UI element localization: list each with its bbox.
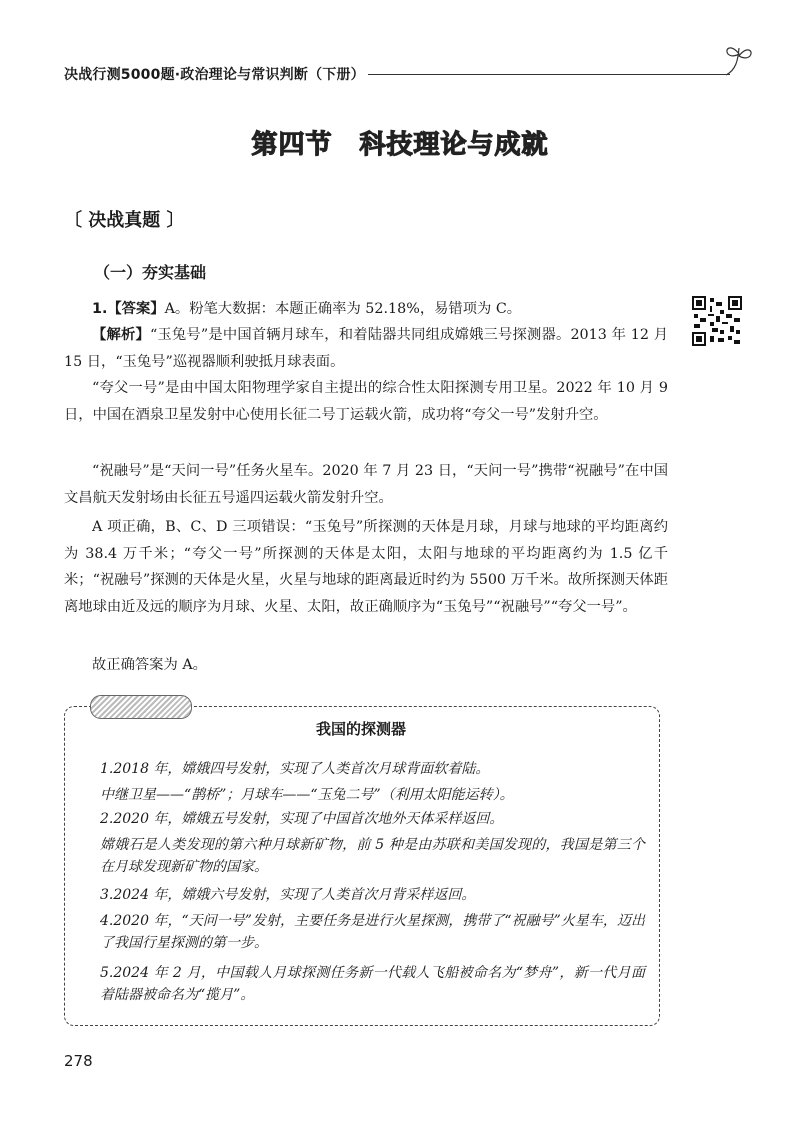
box-line-4: 嫦娥石是人类发现的第六种月球新矿物，前 5 种是由苏联和美国发现的，我国是第三个在月球发现新矿物的国家。 [100,837,645,875]
box-line-7: 5.2024 年 2 月，中国载人月球探测任务新一代载人飞船被命名为“梦舟”，新一代月面着陆器被命名为“揽月”。 [100,965,645,1003]
analysis-paragraph-2: “夸父一号”是由中国太阳物理学家自主提出的综合性太阳探测专用卫星。2022 年 10 月 9 日，中国在酒泉卫星发射中心使用长征二号丁运载火箭，成功将“夸父一号”发射升空。 [64,380,668,423]
part-heading: （一）夯实基础 [94,263,207,282]
answer-label: 1.【答案】 [92,301,165,317]
box-line-2: 中继卫星——“鹊桥”；月球车——“玉兔二号”（利用太阳能运转）。 [100,787,514,803]
analysis-paragraph-3: “祝融号”是“天问一号”任务火星车。2020 年 7 月 23 日，“天问一号”携带“祝融号”在中国文昌航天发射场由长征五号遥四运载火箭发射升空。 [64,463,668,506]
box-line-6: 4.2020 年，“天问一号”发射，主要任务是进行火星探测，携带了“祝融号”火星车，迈出了我国行星探测的第一步。 [100,913,645,951]
analysis-paragraph-4: A 项正确，B、C、D 三项错误：“玉兔号”所探测的天体是月球，月球与地球的平均距离约为 38.4 万千米；“夸父一号”所探测的天体是太阳，太阳与地球的平均距离约为 1.5 亿千米；“祝融号”探测的天体是火星，火星与地球的距离最近时约为 5500 万千米。故所探测天体距离地球由近及远的顺序为月球、火星、太阳，故正确顺序为“玉兔号”“祝融号”“夸父一号”。 [64,519,668,615]
analysis-label: 【解析】 [92,327,150,343]
box-line-3: 2.2020 年，嫦娥五号发射，实现了中国首次地外天体采样返回。 [100,811,504,827]
analysis-conclusion: 故正确答案为 A。 [92,657,207,673]
page-number: 278 [64,1052,93,1070]
analysis-paragraph-1: 【解析】“玉兔号”是中国首辆月球车，和着陆器共同组成嫦娥三号探测器。2013 年 12 月 15 日，“玉兔号”巡视器顺利驶抵月球表面。 [64,327,669,370]
knowledge-tab-badge [90,695,192,719]
leaf-icon [722,42,756,78]
section-title: 第四节 科技理论与成就 [251,130,549,160]
box-line-5: 3.2024 年，嫦娥六号发射，实现了人类首次月背采样返回。 [100,887,476,903]
box-line-1: 1.2018 年，嫦娥四号发射，实现了人类首次月球背面软着陆。 [100,761,490,777]
knowledge-box-title: 我国的探测器 [315,720,406,738]
answer-text: A。粉笔大数据：本题正确率为 52.18%，易错项为 C。 [164,301,522,317]
header-rule [368,74,730,75]
qr-code-icon[interactable] [692,296,742,346]
answer-paragraph [64,296,668,323]
book-title: 决战行测5000题·政治理论与常识判断（下册） [64,67,365,83]
real-questions-heading: 〔 决战真题 〕 [64,210,185,231]
